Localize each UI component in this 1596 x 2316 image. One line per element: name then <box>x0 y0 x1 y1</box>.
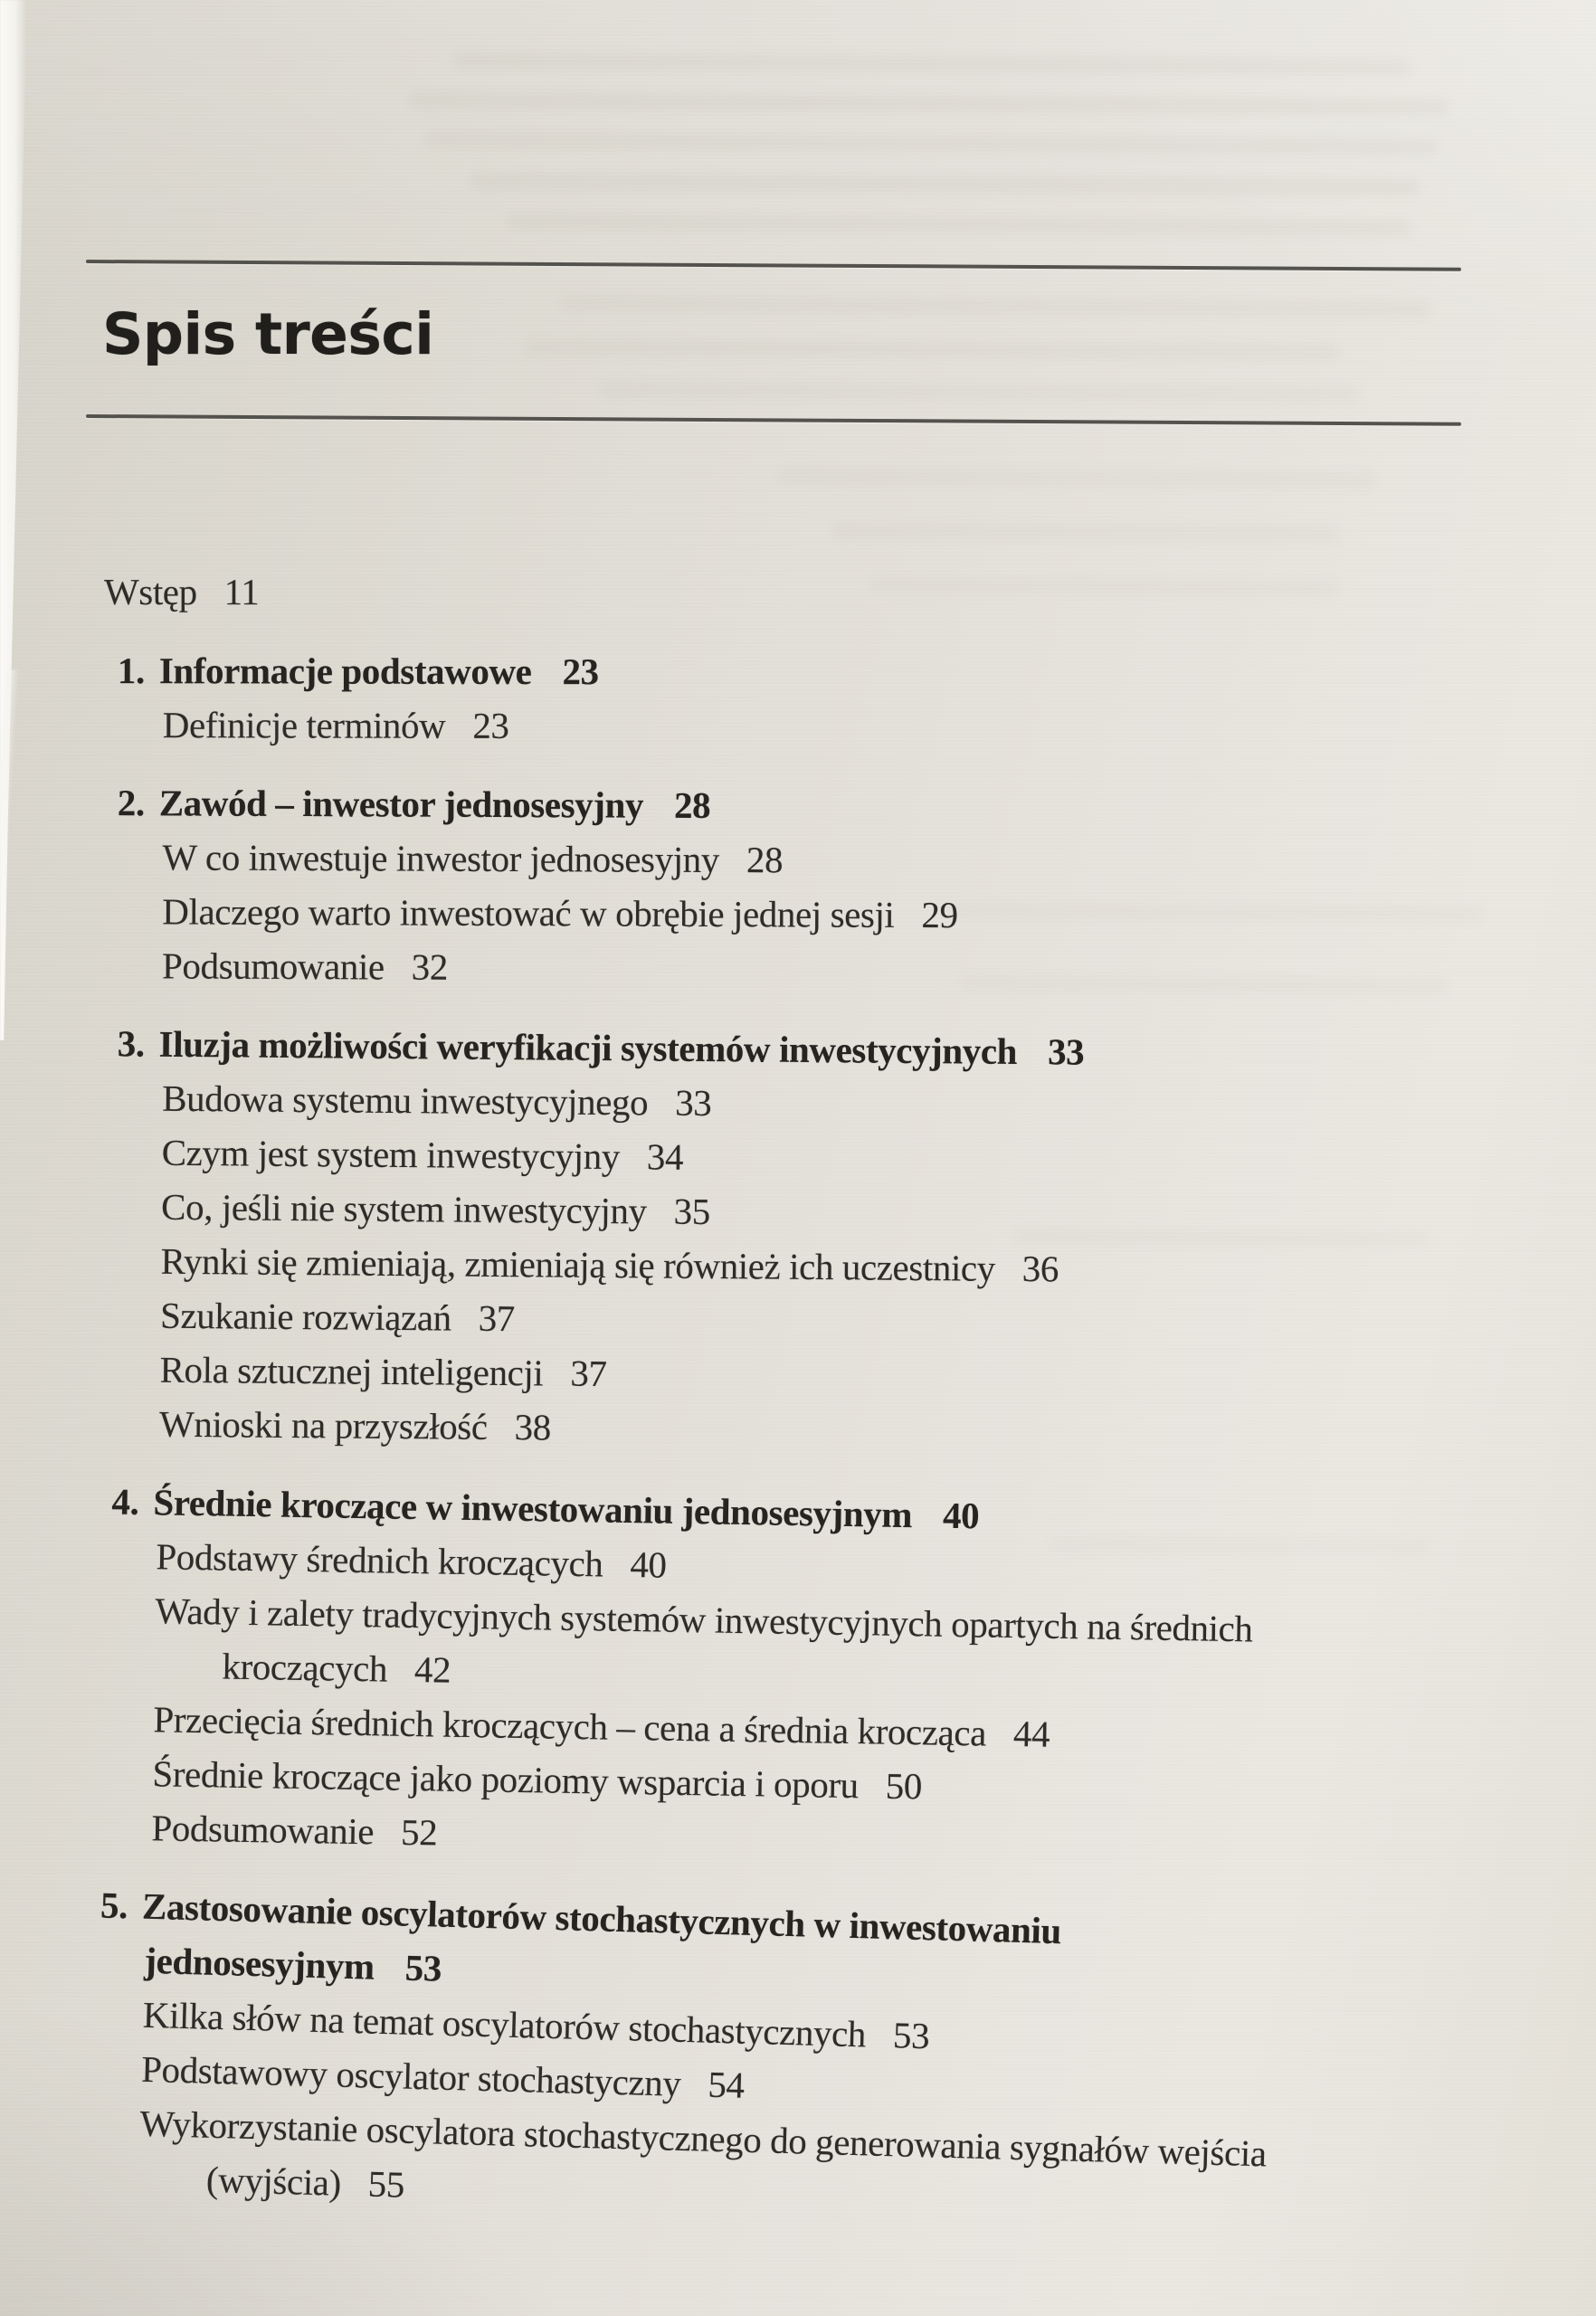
toc-entry <box>162 830 1505 889</box>
entry-page-number: 40 <box>630 1542 668 1586</box>
chapter-section <box>86 643 1506 755</box>
chapter-section <box>74 1474 1500 1877</box>
chapter-title: Iluzja możliwości weryfikacji systemów inwestycyjnych <box>158 1022 1018 1072</box>
toc-entry <box>159 1397 1502 1463</box>
toc-entry <box>154 1583 1264 1710</box>
entry-label: Średnie kroczące jako poziomy wsparcia i oporu <box>152 1752 860 1807</box>
table-of-contents <box>86 565 1506 2206</box>
entry-page-number: 50 <box>885 1764 923 1808</box>
chapter-title: Informacje podstawowe <box>158 650 532 693</box>
entry-label: Podstawowy oscylator stochastyczny <box>140 2047 682 2104</box>
entry-page-number: 35 <box>673 1190 711 1233</box>
entry-page-number: 38 <box>514 1406 552 1448</box>
entry-label: Definicje terminów <box>162 704 446 746</box>
chapter-number: 2. <box>117 782 145 824</box>
chapter-title: Zawód – inwestor jednosesyjny <box>158 782 644 826</box>
toc-list <box>86 643 1506 2206</box>
chapter-page-number: 53 <box>404 1946 442 1989</box>
entry-page-number: 37 <box>570 1352 607 1395</box>
intro-label: Wstęp <box>103 570 197 613</box>
entry-label: Podsumowanie <box>151 1807 375 1853</box>
entry-page-number: 36 <box>1021 1248 1059 1290</box>
chapter-title: Średnie kroczące w inwestowaniu jednosesyjnym <box>153 1481 913 1536</box>
entry-page-number: 34 <box>646 1135 684 1178</box>
chapter-entries <box>82 1070 1506 1463</box>
entry-page-number: 28 <box>746 839 784 881</box>
chapter-entries <box>61 1985 1486 2240</box>
chapter-page-number: 28 <box>673 783 711 827</box>
chapter-heading <box>118 775 1506 836</box>
entry-label: Rynki się zmieniają, zmieniają się również ich uczestnicy <box>160 1239 996 1289</box>
chapter-number: 4. <box>111 1480 139 1523</box>
chapter-entries <box>74 1528 1499 1877</box>
entry-label: Dlaczego warto inwestować w obrębie jednej sesji <box>162 890 895 935</box>
entry-label: Co, jeśli nie system inwestycyjny <box>160 1185 647 1232</box>
entry-label: Przecięcia średnich kroczących – cena a średnia krocząca <box>153 1698 987 1754</box>
chapter-entries <box>86 698 1506 755</box>
toc-entry <box>162 938 1505 998</box>
entry-page-number: 23 <box>472 704 509 746</box>
entry-label: Podsumowanie <box>161 944 385 988</box>
entry-label: Rola sztucznej inteligencji <box>159 1348 544 1394</box>
chapter-section <box>82 1016 1506 1463</box>
entry-page-number: 54 <box>707 2063 746 2106</box>
entry-page-number: 55 <box>367 2162 405 2206</box>
toc-entry <box>162 884 1505 944</box>
entry-label: Czym jest system inwestycyjny <box>161 1131 621 1178</box>
header-rule-bottom <box>86 414 1461 426</box>
entry-page-number: 42 <box>413 1648 451 1691</box>
header-rule-top <box>86 260 1461 271</box>
toc-entry <box>163 698 1506 755</box>
entry-page-number: 37 <box>478 1296 516 1340</box>
entry-page-number: 33 <box>674 1081 712 1125</box>
chapter-number: 3. <box>117 1022 145 1065</box>
entry-page-number: 44 <box>1012 1713 1050 1755</box>
intro-page-number: 11 <box>223 571 260 613</box>
toc-header <box>86 260 1506 418</box>
page-title: Spis treści <box>102 301 434 367</box>
entry-page-number: 29 <box>921 894 958 936</box>
chapter-page-number: 40 <box>942 1494 980 1537</box>
entry-label: W co inwestuje inwestor jednosesyjny <box>162 836 720 881</box>
chapter-number: 5. <box>100 1884 128 1927</box>
chapter-heading <box>118 643 1506 700</box>
entry-label: Szukanie rozwiązań <box>159 1294 451 1339</box>
toc-intro-row <box>104 565 1506 621</box>
entry-label: Wady i zalety tradycyjnych systemów inwestycyjnych opartych na średnich kroczących <box>155 1590 1253 1690</box>
entry-page-number: 52 <box>400 1810 438 1854</box>
entry-label: Wykorzystanie oscylatora stochastycznego do generowania sygnałów wejścia (wyjścia) <box>139 2102 1268 2204</box>
entry-page-number: 32 <box>411 945 448 988</box>
chapter-section <box>61 1877 1488 2241</box>
entry-label: Wnioski na przyszłość <box>158 1402 488 1448</box>
chapter-number: 1. <box>117 650 145 692</box>
chapter-section <box>85 775 1506 999</box>
entry-label: Budowa systemu inwestycyjnego <box>162 1077 649 1124</box>
entry-label: Podstawy średnich kroczących <box>156 1535 603 1585</box>
chapter-title: Zastosowanie oscylatorów stochastycznych w inwestowaniu jednosesyjnym <box>141 1884 1062 1988</box>
chapter-page-number: 33 <box>1047 1030 1085 1073</box>
entry-label: Kilka słów na temat oscylatorów stochastycznych <box>142 1993 867 2055</box>
entry-page-number: 53 <box>892 2014 930 2057</box>
chapter-page-number: 23 <box>562 650 599 693</box>
chapter-entries <box>85 830 1506 999</box>
